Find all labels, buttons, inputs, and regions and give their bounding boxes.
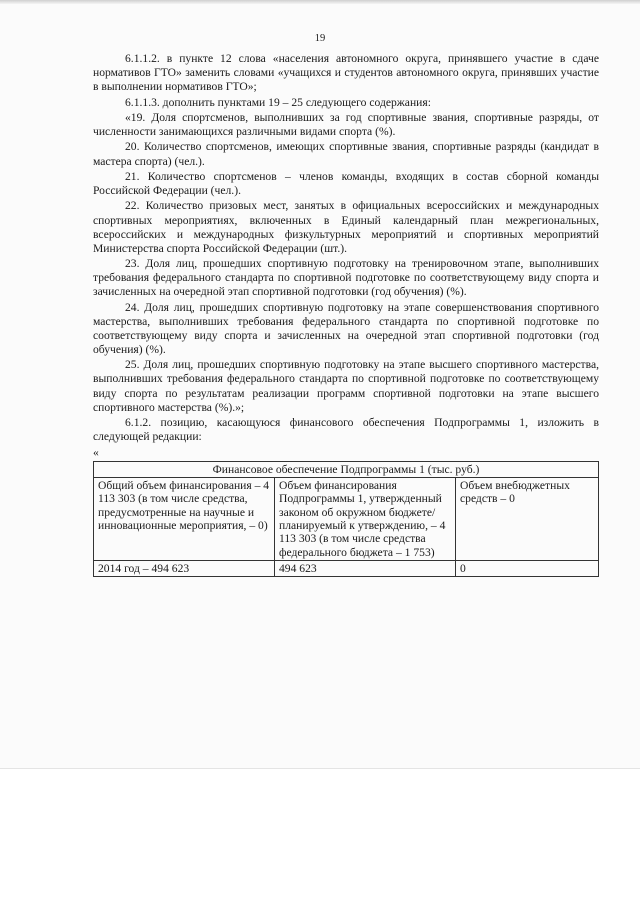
table-header-subprogram-financing: Объем финансирования Подпрограммы 1, утвержденный законом об окружном бюджете/ планируемый к утверждению, – 4 113 303 (в том числе средства федерального бюджета – 1 753)	[275, 478, 456, 561]
table-header-total-financing: Общий объем финансирования – 4 113 303 (в том числе средства, предусмотренные на научные и инновационные мероприятия, – 0)	[94, 478, 275, 561]
paragraph-item-20: 20. Количество спортсменов, имеющих спортивные звания, спортивные разряды (кандидат в мастера спорта) (чел.).	[93, 140, 599, 168]
table-cell-year: 2014 год – 494 623	[94, 560, 275, 576]
document-body	[93, 52, 599, 577]
scan-top-edge	[0, 0, 640, 4]
paragraph-6-1-1-2: 6.1.1.2. в пункте 12 слова «населения автономного округа, принявшего участие в сдаче нормативов ГТО» заменить словами «учащихся и студентов автономного округа, принявших участие в выполнении нормативов ГТО»;	[93, 52, 599, 94]
financing-table	[93, 461, 599, 577]
paragraph-item-23: 23. Доля лиц, прошедших спортивную подготовку на тренировочном этапе, выполнивших требования федерального стандарта по спортивной подготовке по соответствующему виду спорта и зачисленных на очередной этап спортивной подготовки (год обучения) (%).	[93, 257, 599, 299]
table-title-row	[94, 461, 599, 477]
table-header-row	[94, 478, 599, 561]
paragraph-item-21: 21. Количество спортсменов – членов команды, входящих в состав сборной команды Российской Федерации (чел.).	[93, 169, 599, 198]
paragraph-6-1-2: 6.1.2. позицию, касающуюся финансового обеспечения Подпрограммы 1, изложить в следующей редакции:	[93, 416, 599, 444]
opening-quote-mark: «	[93, 445, 99, 459]
paragraph-item-25: 25. Доля лиц, прошедших спортивную подготовку на этапе высшего спортивного мастерства, выполнивших требования федерального стандарта по спортивной подготовке по соответствующему виду спорта по результатам реализации программ спортивной подготовки на этапе высшего спортивного мастерства (%).»;	[93, 358, 599, 414]
paragraph-item-22: 22. Количество призовых мест, занятых в официальных всероссийских и международных спортивных мероприятиях, включенных в Единый календарный план межрегиональных, всероссийских и международных физкультурных мероприятий и спортивных мероприятий Министерства спорта Российской Федерации (шт.).	[93, 199, 599, 255]
table-cell-subprogram-amount: 494 623	[275, 560, 456, 576]
page-number: 19	[314, 33, 326, 44]
paragraph-6-1-1-3: 6.1.1.3. дополнить пунктами 19 – 25 следующего содержания:	[125, 95, 431, 109]
table-row	[94, 560, 599, 576]
table-cell-extrabudgetary-amount: 0	[456, 560, 599, 576]
table-title: Финансовое обеспечение Подпрограммы 1 (тыс. руб.)	[94, 461, 599, 477]
paragraph-item-24: 24. Доля лиц, прошедших спортивную подготовку на этапе совершенствования спортивного мастерства, выполнивших требования федерального стандарта по спортивной подготовке по соответствующему виду спорта и зачисленных на очередной этап спортивной подготовки (год обучения) (%).	[93, 300, 599, 356]
table-header-extrabudgetary: Объем внебюджетных средств – 0	[456, 478, 599, 561]
paragraph-item-19: «19. Доля спортсменов, выполнивших за год спортивные звания, спортивные разряды, от численности занимающихся различными видами спорта (%).	[93, 110, 599, 139]
